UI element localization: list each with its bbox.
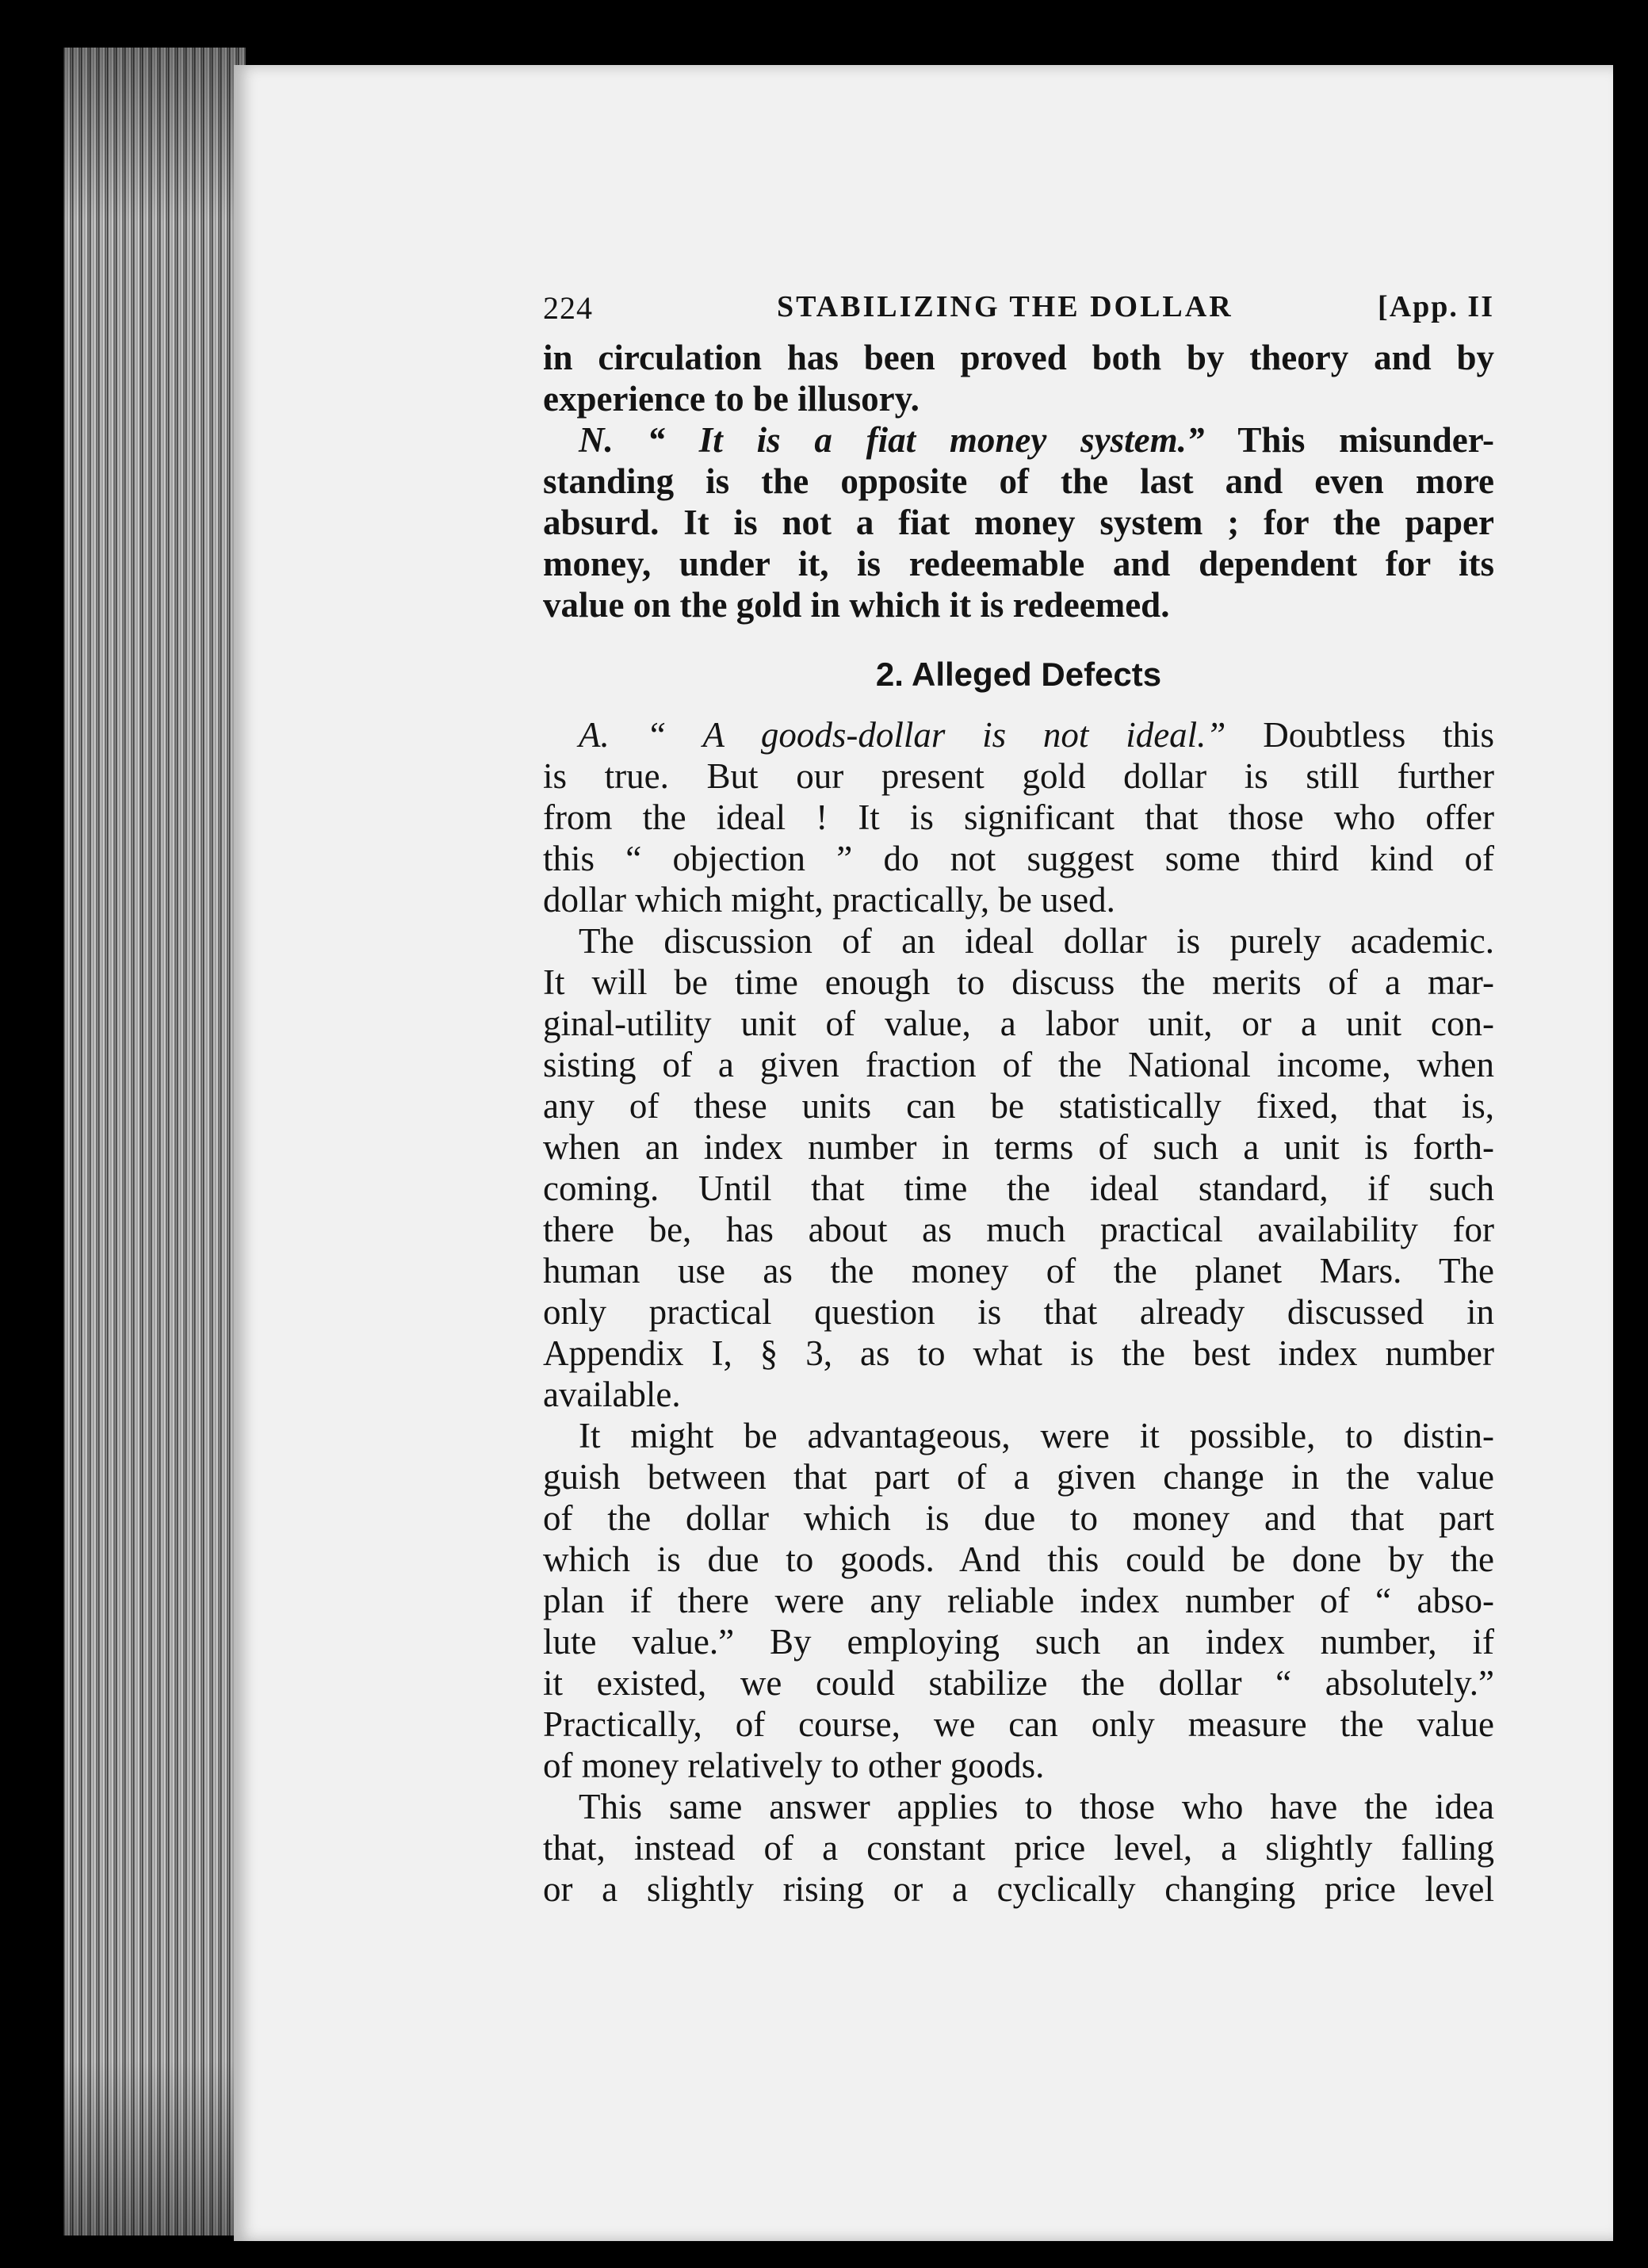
text-line: when an index number in terms of such a unit is forth- — [543, 1127, 1494, 1167]
paragraph-d — [543, 1786, 1494, 1910]
text-line: human use as the money of the planet Mars. The — [543, 1251, 1494, 1291]
text-line: in circulation has been proved both by theory and by — [543, 338, 1494, 377]
objection-a-line — [543, 714, 1494, 755]
text-line: The discussion of an ideal dollar is purely academic. — [579, 921, 1494, 961]
text-line: there be, has about as much practical availability for — [543, 1210, 1494, 1249]
objection-n-rest: This misunder- — [1204, 420, 1495, 460]
text-line: it existed, we could stabilize the dollar “ absolutely.” — [543, 1663, 1494, 1703]
text-line: which is due to goods. And this could be done by the — [543, 1539, 1494, 1579]
text-line: of the dollar which is due to money and that part — [543, 1498, 1494, 1538]
text-line: experience to be illusory. — [543, 379, 920, 419]
text-line: coming. Until that time the ideal standard, if such — [543, 1168, 1494, 1208]
section-heading: 2. Alleged Defects — [875, 656, 1162, 693]
text-line: It will be time enough to discuss the merits of a mar- — [543, 962, 1494, 1002]
objection-n-line — [543, 419, 1494, 461]
text-line: of money relatively to other goods. — [543, 1746, 1045, 1785]
text-line: sisting of a given fraction of the National income, when — [543, 1045, 1494, 1084]
text-line: absurd. It is not a fiat money system ; for the paper — [543, 503, 1494, 542]
text-line: from the ideal ! It is significant that those who offer — [543, 797, 1494, 837]
book-page-edges — [63, 48, 246, 2235]
page-number: 224 — [543, 290, 593, 326]
text-line: available. — [543, 1375, 681, 1414]
text-line: is true. But our present gold dollar is still further — [543, 756, 1494, 796]
text-line: dollar which might, practically, be used. — [543, 880, 1115, 920]
text-line: plan if there were any reliable index number of “ abso- — [543, 1581, 1494, 1620]
text-line: value on the gold in which it is redeemed. — [543, 585, 1170, 625]
text-line: It might be advantageous, were it possible, to distin- — [579, 1416, 1494, 1455]
text-line: lute value.” By employing such an index number, if — [543, 1622, 1494, 1662]
text-line: this “ objection ” do not suggest some third kind of — [543, 839, 1494, 878]
text-line: This same answer applies to those who have the idea — [579, 1787, 1494, 1826]
text-line: money, under it, is redeemable and dependent for its — [543, 544, 1494, 583]
objection-a-label: A. “ A goods-dollar is not ideal.” — [579, 715, 1226, 755]
text-line: Appendix I, § 3, as to what is the best index number — [543, 1333, 1494, 1373]
running-title: STABILIZING THE DOLLAR — [777, 290, 1233, 323]
section-1-text — [543, 337, 1494, 625]
text-line: standing is the opposite of the last and even more — [543, 461, 1494, 501]
text-line: any of these units can be statistically fixed, that is, — [543, 1086, 1494, 1126]
paragraph-a — [543, 714, 1494, 920]
objection-n-label: N. “ It is a fiat money system.” — [579, 420, 1205, 460]
text-line: only practical question is that already discussed in — [543, 1292, 1494, 1332]
appendix-label: [App. II — [1378, 290, 1494, 323]
page-text — [543, 289, 1494, 1910]
running-head — [543, 289, 1494, 337]
text-line: that, instead of a constant price level, a slightly falling — [543, 1828, 1494, 1868]
text-line: ginal-utility unit of value, a labor unit, or a unit con- — [543, 1004, 1494, 1043]
paragraph-c — [543, 1415, 1494, 1786]
text-line: Practically, of course, we can only measure the value — [543, 1704, 1494, 1744]
paragraph-b — [543, 920, 1494, 1415]
objection-a-rest: Doubtless this — [1225, 715, 1494, 755]
text-line: guish between that part of a given change in the value — [543, 1457, 1494, 1497]
text-line: or a slightly rising or a cyclically changing price level — [543, 1869, 1494, 1909]
